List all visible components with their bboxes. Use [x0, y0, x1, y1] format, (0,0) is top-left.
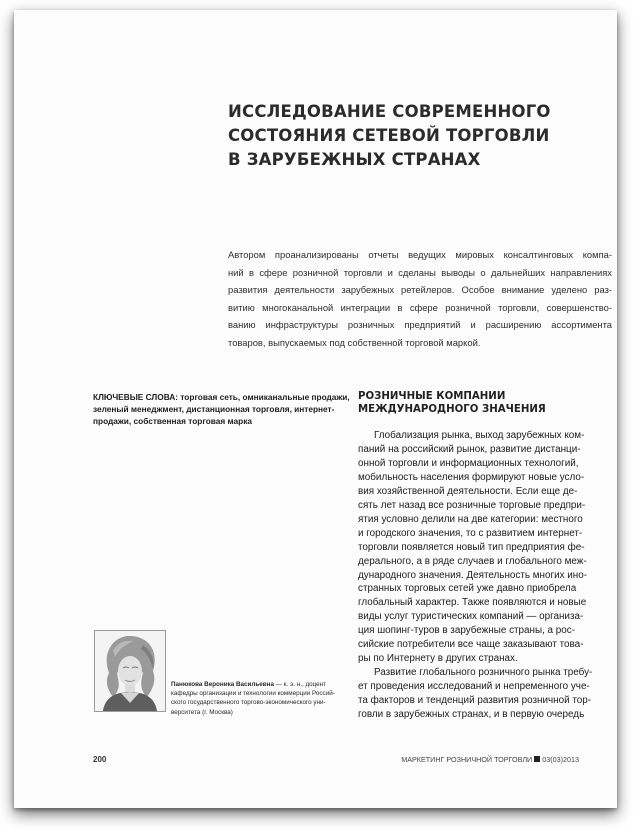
body-line: Развитие глобального розничного рынка требу-: [374, 667, 593, 679]
body-line: торговли появляется новый тип предприятия фе-: [358, 541, 585, 553]
journal-issue: 03(03)2013: [542, 755, 579, 764]
body-line: сять лет назад все розничные торговые предпри-: [358, 499, 586, 511]
abstract-line: ний в сфере розничной торговли и сделаны выводы о дальнейших направлениях: [228, 266, 612, 278]
author-portrait-image: [95, 631, 165, 711]
author-line: верситета (г. Москва): [171, 708, 233, 716]
abstract-line: Автором проанализированы отчеты ведущих мировых консалтинговых компа-: [228, 249, 612, 260]
body-line: дународного значения. Деятельность многих ино-: [358, 569, 588, 581]
title-line: ИССЛЕДОВАНИЕ СОВРЕМЕННОГО: [228, 102, 551, 121]
section-heading: [358, 390, 608, 416]
title-line: СОСТОЯНИЯ СЕТЕВОЙ ТОРГОВЛИ: [228, 126, 550, 145]
abstract-line: товаров, выпускаемых под собственной торговой маркой.: [228, 336, 481, 348]
article-body: [358, 429, 602, 722]
body-line: ры по Интернету в других странах.: [358, 653, 518, 665]
body-line: глобальный характер. Также появляются и новые: [358, 597, 587, 609]
author-name: Панюкова Вероника Васильевна: [171, 681, 274, 688]
body-line: говли в зарубежных странах, и в первую очередь: [358, 709, 585, 721]
body-line: паний на российский рынок, развитие дистанци-: [358, 443, 581, 455]
author-info: [171, 680, 351, 717]
body-line: мобильность населения формируют новые усло-: [358, 471, 585, 483]
body-line: онной торговли и информационных технологий,: [358, 457, 579, 469]
page-number: 200: [93, 755, 107, 764]
author-line-1: [171, 680, 351, 689]
abstract-line: развития деятельности зарубежных ретейлеров. Особое внимание уделено раз-: [228, 284, 612, 296]
article-title: [228, 100, 588, 172]
body-line: та факторов и тенденций развития розничной тор-: [358, 695, 592, 707]
body-line: вия хозяйственной деятельности. Если еще де-: [358, 485, 578, 497]
keywords-line: КЛЮЧЕВЫЕ СЛОВА: торговая сеть, омниканальные продажи,: [93, 392, 350, 402]
square-bullet-icon: [534, 756, 540, 762]
journal-page: [14, 10, 617, 808]
journal-footer: [401, 755, 579, 764]
body-line: Глобализация рынка, выход зарубежных ком-: [374, 430, 585, 441]
body-line: сийские потребители все чаще заказывают това-: [358, 639, 584, 651]
author-line: кафедры организации и технологии коммерции Россий-: [171, 690, 335, 698]
abstract-line: ванию инфраструктуры розничных предприятий и расширению ассортимента: [228, 319, 612, 331]
body-line: ятия условно делили на две категории: местного: [358, 513, 583, 525]
body-line: ция шопинг-туров в зарубежные страны, а рос-: [358, 625, 576, 637]
body-line: виды услуг туристических компаний — организа-: [358, 611, 584, 623]
section-heading-line: МЕЖДУНАРОДНОГО ЗНАЧЕНИЯ: [358, 404, 546, 415]
title-line: В ЗАРУБЕЖНЫХ СТРАНАХ: [228, 150, 481, 169]
keywords-block: [93, 391, 350, 427]
author-line: ского государственного торгово-экономического уни-: [171, 699, 326, 707]
body-line: ет проведения исследований и непременного уче-: [358, 681, 590, 693]
body-line: дерального, а в ряде случаев и глобального меж-: [358, 555, 587, 567]
author-photo: [94, 630, 166, 712]
keywords-line: продажи, собственная торговая марка: [93, 416, 253, 426]
body-line: и городского значения, то с развитием интернет-: [358, 527, 583, 539]
body-line: странных торговых сетей уже давно приобрела: [358, 583, 577, 595]
author-degree: — к. э. н., доцент: [273, 681, 327, 688]
section-heading-line: РОЗНИЧНЫЕ КОМПАНИИ: [358, 391, 506, 402]
abstract-line: витию многоканальной интеграции в сфере розничной торговли, совершенство-: [228, 301, 612, 313]
keywords-line: зеленый менеджмент, дистанционная торговля, интернет-: [93, 404, 335, 414]
article-abstract: [228, 246, 612, 352]
journal-name: МАРКЕТИНГ РОЗНИЧНОЙ ТОРГОВЛИ: [401, 755, 533, 764]
